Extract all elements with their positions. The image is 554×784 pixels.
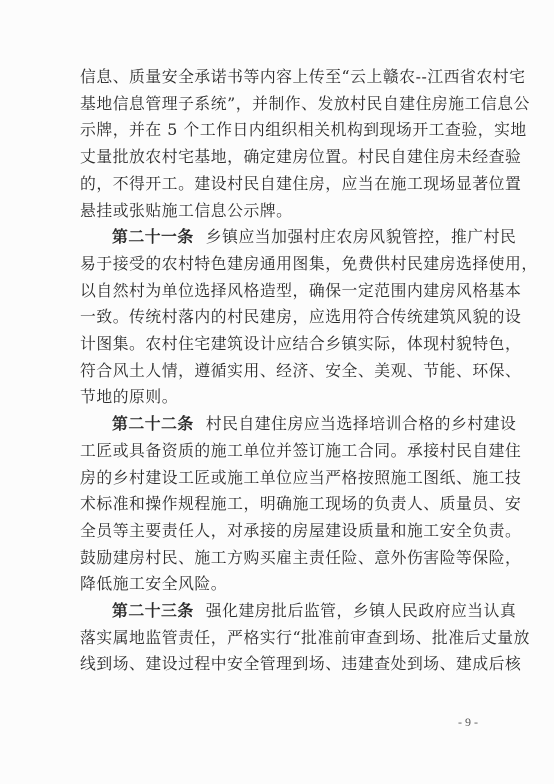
text-line: 节地的原则。: [80, 387, 179, 407]
text-line: [80, 598, 517, 625]
article-heading: 第二十二条: [112, 414, 194, 434]
text-line: 以自然村为单位选择风格造型，确保一定范围内建房风格基本: [80, 280, 522, 300]
article-21: [80, 224, 538, 411]
text-line: 房的乡村建设工匠或施工单位应当严格按照施工图纸、施工技: [80, 467, 522, 487]
text-line: [80, 411, 517, 438]
text-line: 示牌，并在 5 个工作日内组织相关机构到现场开工查验，实地: [80, 120, 527, 140]
text-line: 悬挂或张贴施工信息公示牌。: [80, 200, 293, 220]
text-line: 基地信息管理子系统”，并制作、发放村民自建住房施工信息公: [80, 93, 530, 113]
text-line: [80, 224, 517, 251]
article-heading: 第二十三条: [112, 601, 194, 621]
text-line: 全员等主要责任人，对承接的房屋建设质量和施工安全负责。: [80, 520, 522, 540]
text-line: 一致。传统村落内的村民建房，应选用符合传统建筑风貌的设: [80, 307, 522, 327]
article-heading: 第二十一条: [112, 227, 194, 247]
document-body: [80, 64, 538, 678]
page-number: - 9 -: [458, 715, 478, 729]
article-23: [80, 598, 530, 678]
text-line: 信息、质量安全承诺书等内容上传至“云上赣农--江西省农村宅: [80, 67, 526, 86]
text-line: 的，不得开工。建设村民自建住房，应当在施工现场显著位置: [80, 173, 522, 193]
text-line: 线到场、建设过程中安全管理到场、违建查处到场、建成后核: [80, 654, 522, 674]
text-line: 降低施工安全风险。: [80, 574, 228, 594]
text-line: 术标准和操作规程施工，明确施工现场的负责人、质量员、安: [80, 494, 522, 514]
text-line: 鼓励建房村民、施工方购买雇主责任险、意外伤害险等保险，: [80, 547, 522, 567]
text-line: 计图集。农村住宅建筑设计应结合乡镇实际，体现村貌特色，: [80, 334, 522, 354]
article-22: [80, 411, 522, 598]
text-line: 工匠或具备资质的施工单位并签订施工合同。承接村民自建住: [80, 440, 522, 460]
paragraph-1: [80, 64, 530, 224]
text-line: 符合风土人情，遵循实用、经济、安全、美观、节能、环保、: [80, 360, 522, 380]
text-line: 落实属地监管责任，严格实行“批准前审查到场、批准后丈量放: [80, 627, 530, 647]
text-run: 强化建房批后监管，乡镇人民政府应当认真: [205, 601, 517, 621]
text-run: 乡镇应当加强村庄农房风貌管控，推广村民: [205, 227, 517, 247]
text-run: 村民自建住房应当选择培训合格的乡村建设: [205, 414, 517, 434]
text-line: 易于接受的农村特色建房通用图集，免费供村民建房选择使用，: [80, 253, 538, 273]
text-line: 丈量批放农村宅基地，确定建房位置。村民自建住房未经查验: [80, 147, 522, 167]
